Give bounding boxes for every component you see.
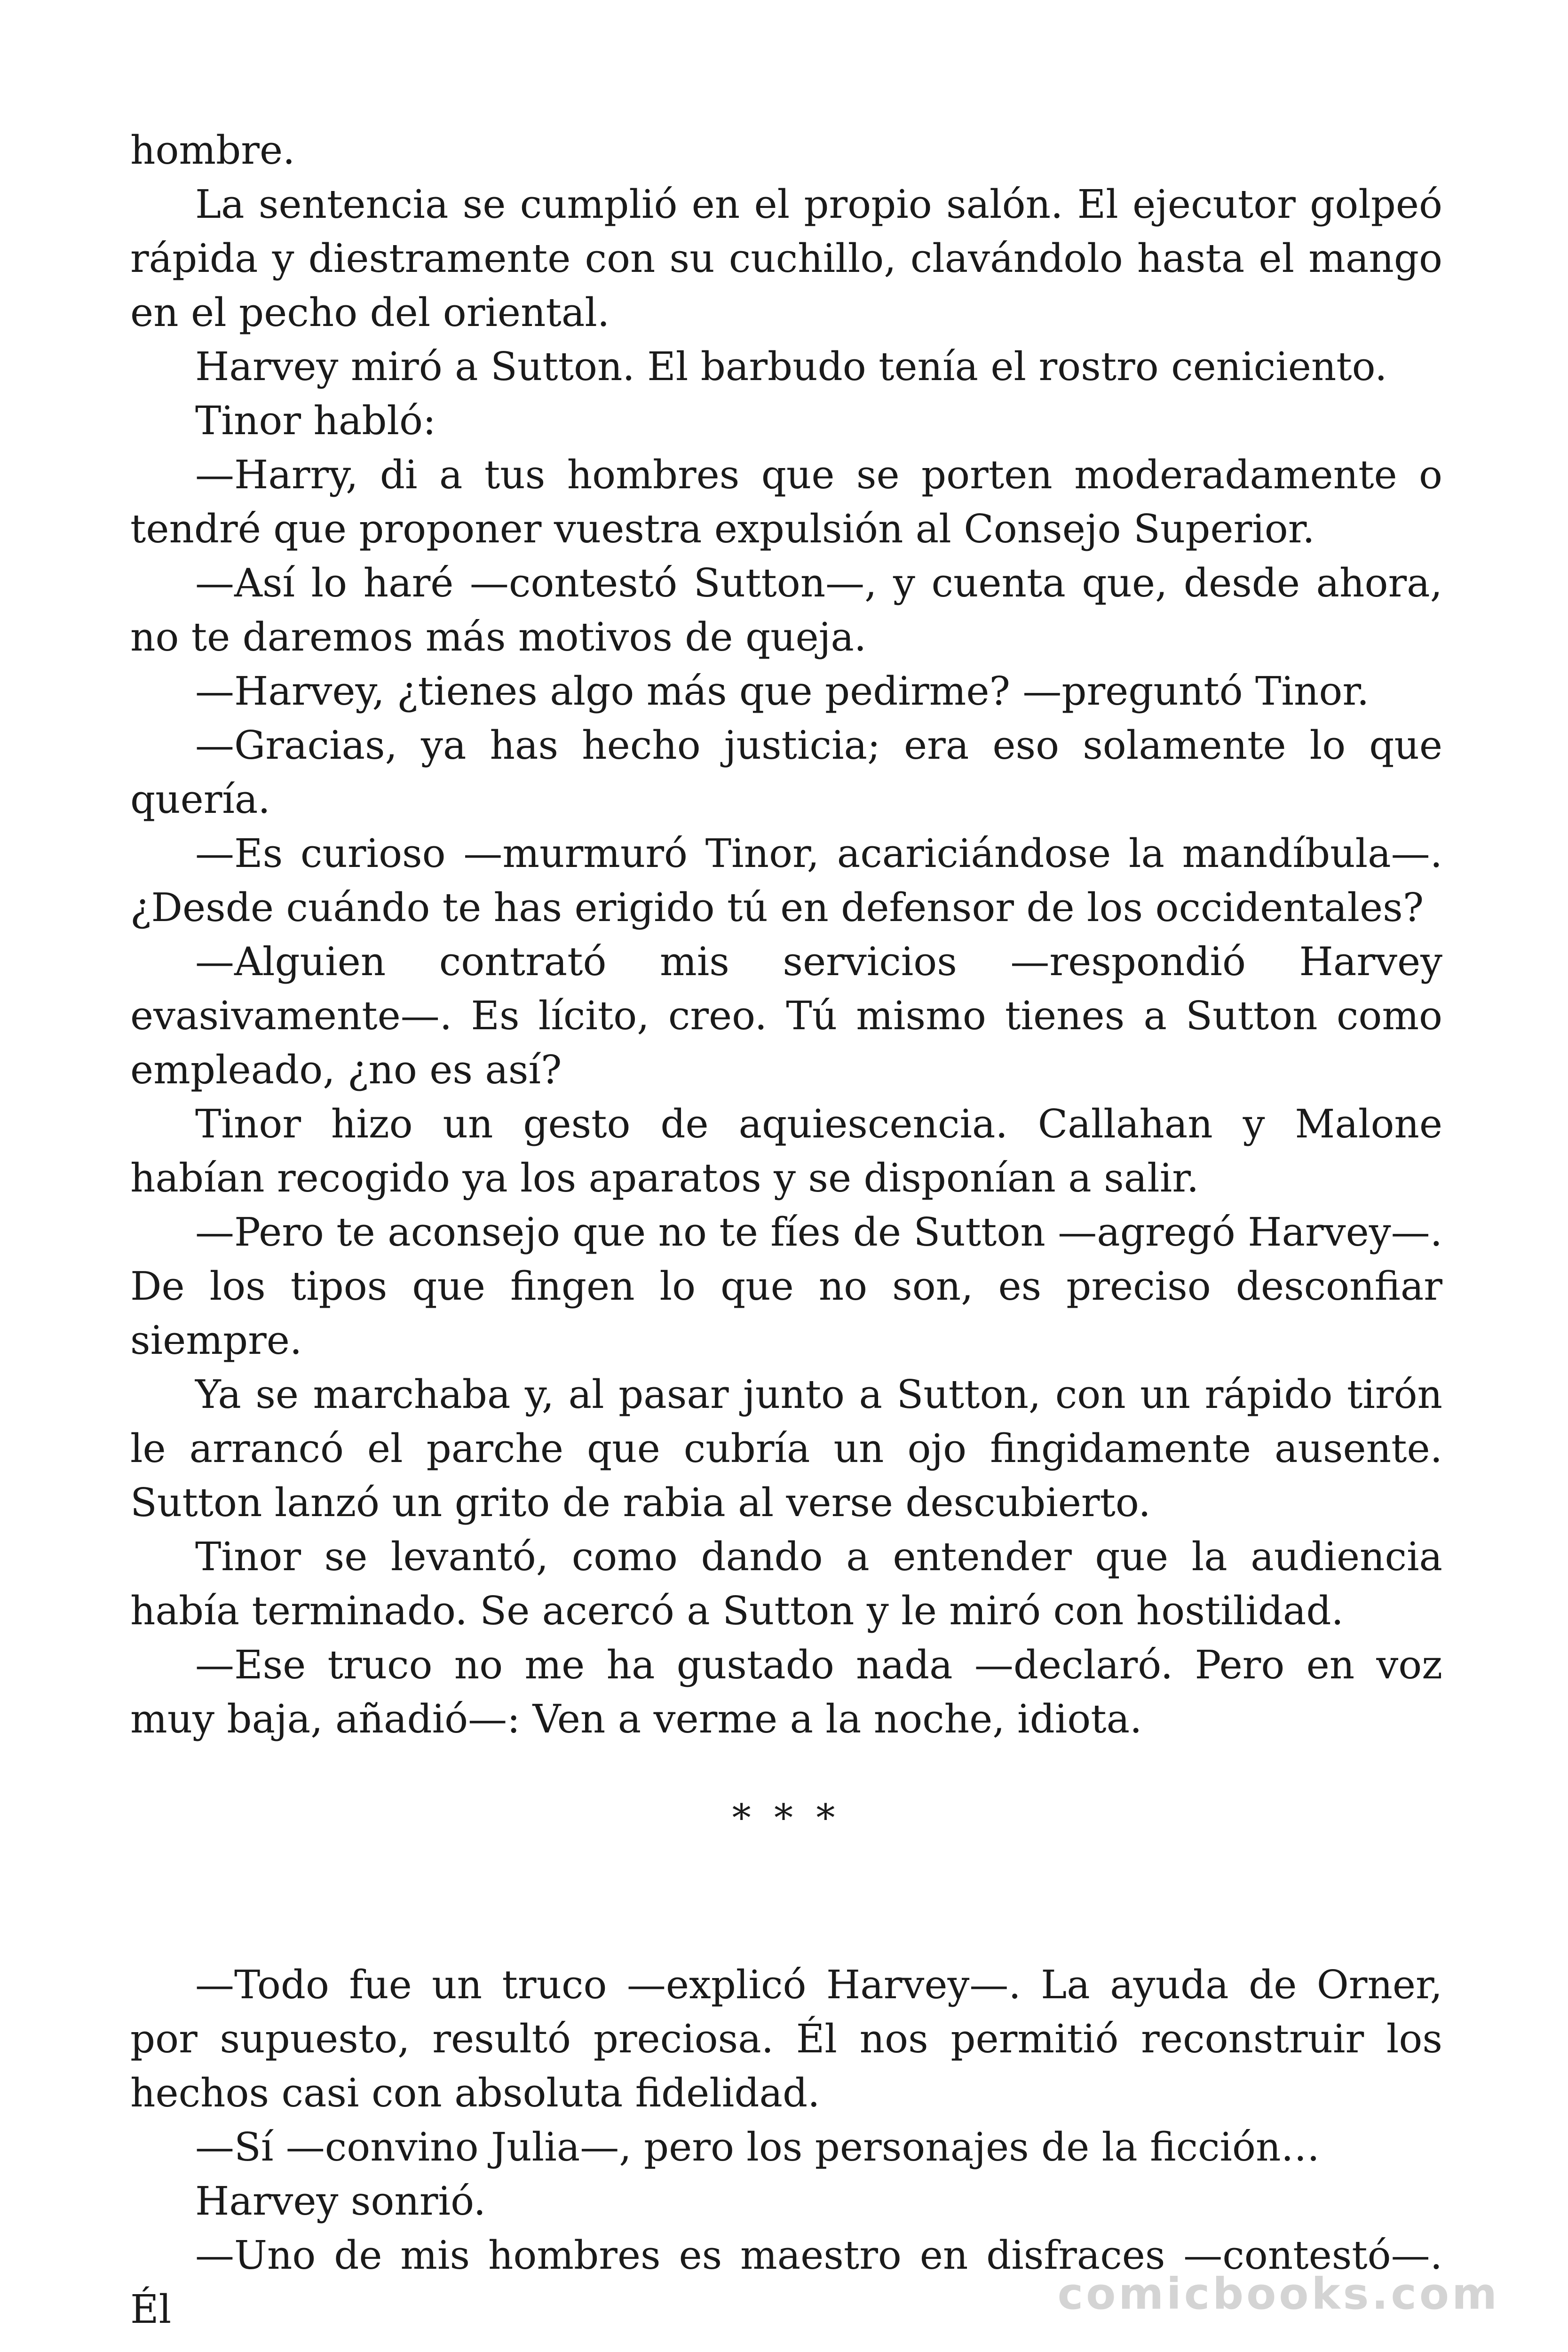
paragraph: Tinor se levantó, como dando a entender que la audiencia había terminado. Se acercó a Sutton y le miró con hostilidad. [130, 1534, 1442, 1634]
paragraph: —Alguien contrató mis servicios —respondió Harvey evasivamente—. Es lícito, creo. Tú mismo tienes a Sutton como empleado, ¿no es así? [130, 939, 1442, 1093]
paragraph: La sentencia se cumplió en el propio salón. El ejecutor golpeó rápida y diestramente con su cuchillo, clavándolo hasta el mango en el pecho del oriental. [130, 182, 1442, 335]
paragraph: Tinor habló: [195, 398, 436, 444]
paragraph: hombre. [130, 127, 295, 173]
watermark: comicbooks.com [1057, 2269, 1500, 2319]
paragraph: Harvey sonrió. [195, 2178, 486, 2224]
paragraph: —Pero te aconsejo que no te fíes de Sutton —agregó Harvey—. De los tipos que fingen lo que no son, es preciso desconfiar siempre. [130, 1209, 1442, 1363]
paragraph: Ya se marchaba y, al pasar junto a Sutton, con un rápido tirón le arrancó el parche que cubría un ojo fingidamente ausente. Sutton lanzó un grito de rabia al verse descubierto. [130, 1372, 1442, 1526]
paragraph: —Harvey, ¿tienes algo más que pedirme? —preguntó Tinor. [195, 668, 1370, 714]
paragraph: —Gracias, ya has hecho justicia; era eso solamente lo que quería. [130, 723, 1442, 822]
paragraph: —Ese truco no me ha gustado nada —declaró. Pero en voz muy baja, añadió—: Ven a verme a la noche, idiota. [130, 1642, 1442, 1742]
section-separator: * * * [732, 1796, 841, 1840]
paragraph: Tinor hizo un gesto de aquiescencia. Callahan y Malone habían recogido ya los aparatos y se disponían a salir. [130, 1101, 1442, 1201]
paragraph: —Todo fue un truco —explicó Harvey—. La ayuda de Orner, por supuesto, resultó preciosa. Él nos permitió reconstruir los hechos casi con absoluta fidelidad. [130, 1962, 1442, 2116]
paragraph: Harvey miró a Sutton. El barbudo tenía el rostro ceniciento. [195, 344, 1387, 389]
paragraph: —Sí —convino Julia—, pero los personajes de la ficción… [195, 2124, 1320, 2170]
paragraph: —Harry, di a tus hombres que se porten moderadamente o tendré que proponer vuestra expulsión al Consejo Superior. [130, 452, 1442, 552]
book-page [130, 123, 1442, 2336]
paragraph: —Es curioso —murmuró Tinor, acariciándose la mandíbula—. ¿Desde cuándo te has erigido tú en defensor de los occidentales? [130, 831, 1442, 930]
paragraph: —Así lo haré —contestó Sutton—, y cuenta que, desde ahora, no te daremos más motivos de queja. [130, 560, 1442, 660]
paragraph: —Uno de mis hombres es maestro en disfraces —contestó—. Él [130, 2233, 1442, 2332]
